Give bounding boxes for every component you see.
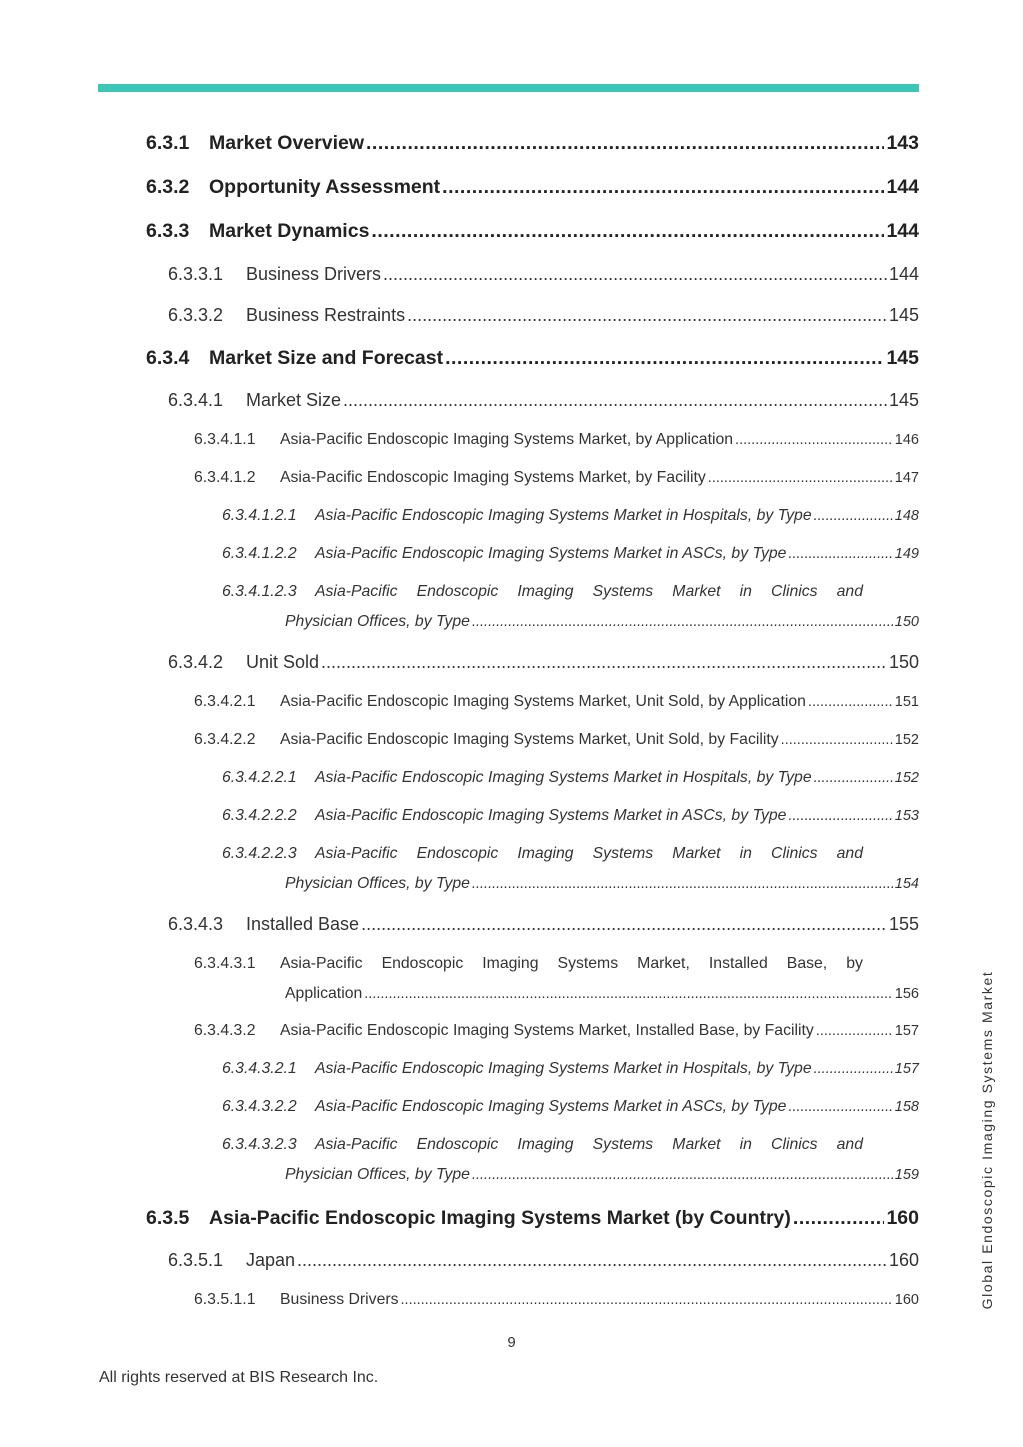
toc-entry[interactable] bbox=[168, 305, 919, 326]
toc-page-number: 155 bbox=[888, 914, 919, 934]
toc-entry[interactable] bbox=[168, 652, 919, 673]
toc-entry-number: 6.3.4.3.2.3 bbox=[222, 1136, 297, 1153]
toc-entry-number: 6.3.4.1.2.2 bbox=[222, 545, 297, 562]
toc-entry-title: Asia-Pacific Endoscopic Imaging Systems Market, Installed Base, by Facility bbox=[280, 1022, 814, 1039]
toc-entry-title-word: Imaging bbox=[517, 1136, 574, 1153]
toc-entry[interactable] bbox=[168, 914, 919, 935]
toc-page-number: 154 bbox=[894, 876, 919, 892]
toc-entry-title-word: Systems bbox=[592, 1136, 654, 1153]
toc-entry-number: 6.3.5.1.1 bbox=[194, 1291, 256, 1308]
toc-entry[interactable] bbox=[194, 693, 919, 711]
toc-entry-title-word: Endoscopic bbox=[381, 955, 464, 972]
toc-leader-dots bbox=[788, 1099, 892, 1115]
toc-leader-dots bbox=[708, 470, 893, 486]
toc-entry-number: 6.3.4.2 bbox=[168, 652, 224, 672]
toc-page-number: 144 bbox=[886, 220, 919, 242]
toc-entry-title-word: Asia-Pacific bbox=[315, 845, 398, 862]
toc-entry-title-line[interactable] bbox=[280, 955, 863, 973]
toc-entry-title: Asia-Pacific Endoscopic Imaging Systems Market in ASCs, by Type bbox=[315, 1098, 787, 1115]
toc-entry[interactable] bbox=[146, 347, 919, 370]
toc-page-number: 152 bbox=[894, 770, 919, 786]
toc-leader-dots bbox=[297, 1250, 887, 1271]
toc-page-number: 146 bbox=[894, 432, 919, 448]
toc-leader-dots bbox=[361, 914, 887, 935]
toc-leader-dots bbox=[814, 1061, 893, 1077]
toc-entry-title: Market Overview bbox=[209, 132, 365, 154]
toc-entry-title: Opportunity Assessment bbox=[209, 176, 441, 198]
toc-entry-number: 6.3.4.1.2.1 bbox=[222, 507, 297, 524]
toc-page-number: 145 bbox=[888, 305, 919, 325]
toc-leader-dots bbox=[366, 132, 884, 155]
toc-entry-title-word: Asia-Pacific bbox=[280, 955, 363, 972]
toc-entry-title: Market Dynamics bbox=[209, 220, 370, 242]
toc-leader-dots bbox=[788, 546, 892, 562]
toc-leader-dots bbox=[364, 986, 893, 1002]
toc-entry-number: 6.3.5.1 bbox=[168, 1250, 224, 1270]
toc-entry-title: Business Drivers bbox=[246, 264, 382, 284]
toc-entry-title-word: Systems bbox=[592, 583, 654, 600]
toc-entry-title-word: Endoscopic bbox=[416, 845, 499, 862]
toc-entry-title-word: in bbox=[739, 845, 752, 862]
toc-entry-title-word: Systems bbox=[592, 845, 654, 862]
toc-entry-title-line[interactable] bbox=[315, 845, 863, 863]
toc-page-number: 160 bbox=[888, 1250, 919, 1270]
toc-entry[interactable] bbox=[168, 264, 919, 285]
toc-page-number: 159 bbox=[894, 1167, 919, 1183]
toc-page-number: 144 bbox=[886, 176, 919, 198]
toc-entry-title-word: in bbox=[739, 583, 752, 600]
toc-entry-title: Asia-Pacific Endoscopic Imaging Systems Market, by Application bbox=[280, 431, 734, 448]
toc-entry-title-word: Base, bbox=[786, 955, 828, 972]
toc-entry-title-word: and bbox=[836, 845, 863, 862]
toc-entry-title: Asia-Pacific Endoscopic Imaging Systems Market in ASCs, by Type bbox=[315, 807, 787, 824]
toc-entry-title: Asia-Pacific Endoscopic Imaging Systems Market (by Country) bbox=[209, 1207, 791, 1229]
toc-entry[interactable] bbox=[194, 431, 919, 449]
toc-entry-number: 6.3.4.2.2.3 bbox=[222, 845, 297, 862]
toc-entry-number: 6.3.2 bbox=[146, 176, 190, 198]
toc-entry-number: 6.3.4.2.2.2 bbox=[222, 807, 297, 824]
toc-entry-title: Physician Offices, by Type bbox=[285, 875, 470, 892]
toc-entry-title-word: Imaging bbox=[482, 955, 539, 972]
toc-entry-title-word: Imaging bbox=[517, 583, 574, 600]
toc-entry-title: Unit Sold bbox=[246, 652, 320, 672]
toc-leader-dots bbox=[808, 694, 893, 710]
toc-entry-number: 6.3.4.1.2 bbox=[194, 469, 256, 486]
toc-entry[interactable] bbox=[222, 1098, 919, 1116]
toc-entry-title: Market Size bbox=[246, 390, 342, 410]
toc-entry[interactable] bbox=[194, 1022, 919, 1040]
toc-entry-title-word: Market, bbox=[637, 955, 690, 972]
toc-entry-continuation[interactable] bbox=[285, 613, 919, 631]
toc-entry-number: 6.3.4.1.1 bbox=[194, 431, 256, 448]
toc-entry[interactable] bbox=[194, 469, 919, 487]
toc-page-number: 157 bbox=[894, 1061, 919, 1077]
toc-page-number: 143 bbox=[886, 132, 919, 154]
toc-entry-title: Asia-Pacific Endoscopic Imaging Systems Market, by Facility bbox=[280, 469, 706, 486]
toc-leader-dots bbox=[472, 1167, 893, 1183]
toc-entry[interactable] bbox=[168, 1250, 919, 1271]
toc-leader-dots bbox=[383, 264, 887, 285]
toc-entry[interactable] bbox=[146, 1207, 919, 1230]
toc-entry-continuation[interactable] bbox=[285, 985, 919, 1003]
toc-page-number: 160 bbox=[886, 1207, 919, 1229]
toc-entry-title: Japan bbox=[246, 1250, 296, 1270]
toc-entry[interactable] bbox=[222, 769, 919, 787]
toc-entry-number: 6.3.4.3.2.2 bbox=[222, 1098, 297, 1115]
toc-entry-title-word: Clinics bbox=[771, 845, 818, 862]
toc-entry[interactable] bbox=[222, 807, 919, 825]
toc-leader-dots bbox=[472, 876, 893, 892]
toc-leader-dots bbox=[814, 770, 893, 786]
header-accent-bar bbox=[98, 84, 919, 92]
toc-entry-number: 6.3.4.3.2 bbox=[194, 1022, 256, 1039]
toc-page-number: 156 bbox=[894, 986, 919, 1002]
toc-entry-number: 6.3.3 bbox=[146, 220, 190, 242]
toc-entry-number: 6.3.4.3.1 bbox=[194, 955, 256, 972]
toc-entry-title-word: by bbox=[846, 955, 863, 972]
toc-leader-dots bbox=[401, 1292, 893, 1308]
toc-entry-title-word: Clinics bbox=[771, 583, 818, 600]
toc-entry[interactable] bbox=[222, 507, 919, 525]
toc-entry-title-word: Market bbox=[672, 845, 721, 862]
toc-page-number: 145 bbox=[888, 390, 919, 410]
toc-entry-number: 6.3.4.2.1 bbox=[194, 693, 256, 710]
toc-entry[interactable] bbox=[146, 132, 919, 155]
toc-entry-continuation[interactable] bbox=[285, 875, 919, 893]
toc-entry[interactable] bbox=[194, 731, 919, 749]
toc-entry-number: 6.3.4.1.2.3 bbox=[222, 583, 297, 600]
toc-entry-title: Asia-Pacific Endoscopic Imaging Systems Market, Unit Sold, by Facility bbox=[280, 731, 779, 748]
toc-entry-number: 6.3.4.2.2.1 bbox=[222, 769, 297, 786]
toc-leader-dots bbox=[407, 305, 887, 326]
toc-entry-title: Asia-Pacific Endoscopic Imaging Systems Market, Unit Sold, by Application bbox=[280, 693, 806, 710]
toc-entry-title: Asia-Pacific Endoscopic Imaging Systems Market in ASCs, by Type bbox=[315, 545, 787, 562]
toc-entry-continuation[interactable] bbox=[285, 1166, 919, 1184]
toc-entry[interactable] bbox=[146, 220, 919, 243]
toc-entry-title: Business Restraints bbox=[246, 305, 406, 325]
toc-entry[interactable] bbox=[222, 1060, 919, 1078]
toc-entry-title-word: Endoscopic bbox=[416, 1136, 499, 1153]
toc-leader-dots bbox=[735, 432, 893, 448]
toc-entry-title-line[interactable] bbox=[315, 1136, 863, 1154]
toc-entry-title: Asia-Pacific Endoscopic Imaging Systems Market in Hospitals, by Type bbox=[315, 769, 812, 786]
page-number: 9 bbox=[507, 1334, 516, 1351]
toc-entry-title: Physician Offices, by Type bbox=[285, 613, 470, 630]
toc-entry[interactable] bbox=[146, 176, 919, 199]
toc-entry-title-word: Asia-Pacific bbox=[315, 583, 398, 600]
toc-page-number: 144 bbox=[888, 264, 919, 284]
toc-entry-title-word: Market bbox=[672, 583, 721, 600]
toc-entry-title-word: Market bbox=[672, 1136, 721, 1153]
toc-entry-number: 6.3.3.2 bbox=[168, 305, 224, 325]
toc-entry-title-word: Systems bbox=[557, 955, 619, 972]
toc-page-number: 153 bbox=[894, 808, 919, 824]
toc-leader-dots bbox=[814, 508, 893, 524]
toc-entry-title: Business Drivers bbox=[280, 1291, 399, 1308]
toc-entry-number: 6.3.4.2.2 bbox=[194, 731, 256, 748]
toc-page-number: 148 bbox=[894, 508, 919, 524]
toc-entry[interactable] bbox=[194, 1291, 919, 1309]
toc-page-number: 147 bbox=[894, 470, 919, 486]
toc-entry-number: 6.3.1 bbox=[146, 132, 190, 154]
toc-leader-dots bbox=[781, 732, 893, 748]
toc-entry-number: 6.3.4.1 bbox=[168, 390, 224, 410]
toc-entry-title-word: Imaging bbox=[517, 845, 574, 862]
toc-leader-dots bbox=[472, 614, 893, 630]
toc-entry-number: 6.3.3.1 bbox=[168, 264, 224, 284]
toc-leader-dots bbox=[371, 220, 884, 243]
toc-page-number: 157 bbox=[894, 1023, 919, 1039]
toc-entry-title: Market Size and Forecast bbox=[209, 347, 444, 369]
toc-entry-title-word: Asia-Pacific bbox=[315, 1136, 398, 1153]
toc-entry-title: Application bbox=[285, 985, 363, 1002]
toc-page-number: 145 bbox=[886, 347, 919, 369]
toc-entry-number: 6.3.5 bbox=[146, 1207, 190, 1229]
toc-entry-title-word: Endoscopic bbox=[416, 583, 499, 600]
toc-page-number: 152 bbox=[894, 732, 919, 748]
footer-copyright: All rights reserved at BIS Research Inc. bbox=[99, 1369, 379, 1386]
toc-entry-title-word: Installed bbox=[708, 955, 768, 972]
toc-leader-dots bbox=[816, 1023, 893, 1039]
toc-entry-title-word: Clinics bbox=[771, 1136, 818, 1153]
toc-entry-title-word: and bbox=[836, 583, 863, 600]
toc-page-number: 150 bbox=[894, 614, 919, 630]
toc-entry-title: Physician Offices, by Type bbox=[285, 1166, 470, 1183]
toc-leader-dots bbox=[442, 176, 884, 199]
toc-entry[interactable] bbox=[222, 545, 919, 563]
toc-entry-title: Asia-Pacific Endoscopic Imaging Systems Market in Hospitals, by Type bbox=[315, 507, 812, 524]
toc-entry-number: 6.3.4 bbox=[146, 347, 190, 369]
toc-leader-dots bbox=[793, 1207, 885, 1230]
toc-page-number: 160 bbox=[894, 1292, 919, 1308]
toc-page-number: 158 bbox=[894, 1099, 919, 1115]
toc-entry-title-word: and bbox=[836, 1136, 863, 1153]
toc-leader-dots bbox=[445, 347, 884, 370]
toc-entry-title: Asia-Pacific Endoscopic Imaging Systems Market in Hospitals, by Type bbox=[315, 1060, 812, 1077]
toc-entry-number: 6.3.4.3.2.1 bbox=[222, 1060, 297, 1077]
toc-leader-dots bbox=[321, 652, 887, 673]
toc-leader-dots bbox=[343, 390, 887, 411]
toc-entry-number: 6.3.4.3 bbox=[168, 914, 224, 934]
toc-entry-title: Installed Base bbox=[246, 914, 360, 934]
toc-entry[interactable] bbox=[168, 390, 919, 411]
toc-page-number: 149 bbox=[894, 546, 919, 562]
toc-leader-dots bbox=[788, 808, 892, 824]
toc-entry-title-word: in bbox=[739, 1136, 752, 1153]
side-running-title: Global Endoscopic Imaging Systems Market bbox=[979, 970, 995, 1310]
toc-page-number: 150 bbox=[888, 652, 919, 672]
toc-page-number: 151 bbox=[894, 694, 919, 710]
toc-entry-title-line[interactable] bbox=[315, 583, 863, 601]
